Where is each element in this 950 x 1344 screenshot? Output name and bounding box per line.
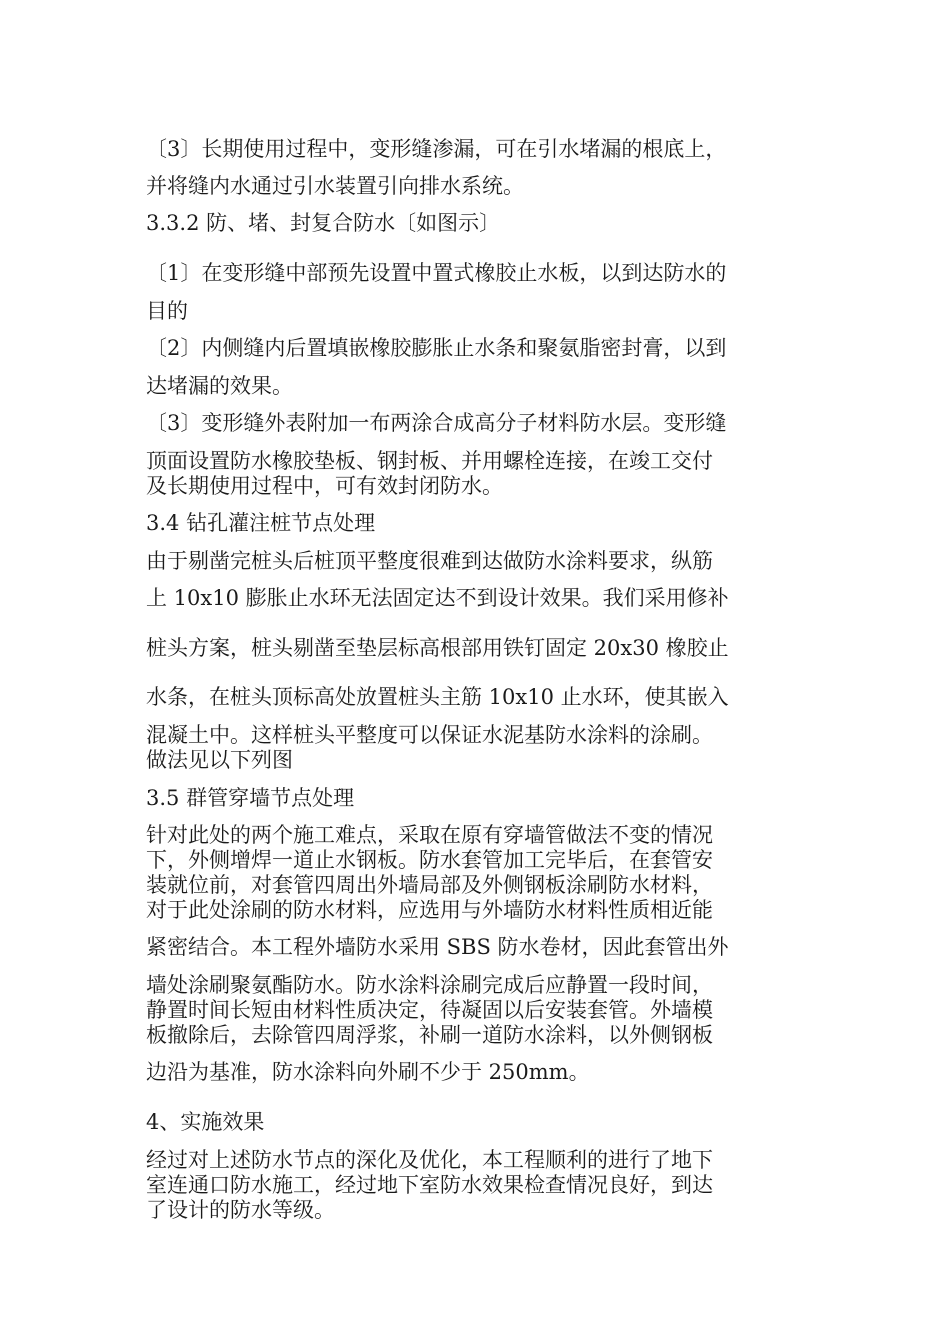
text-line: 了设计的防水等级。	[146, 1198, 335, 1222]
text-line: 装就位前，对套管四周出外墙局部及外侧钢板涂刷防水材料，	[146, 873, 713, 897]
text-line: 边沿为基准，防水涂料向外刷不少于 250mm。	[146, 1060, 590, 1084]
text-line: 〔1〕在变形缝中部预先设置中置式橡胶止水板，以到达防水的	[146, 261, 727, 285]
text-line: 由于剔凿完桩头后桩顶平整度很难到达做防水涂料要求，纵筋	[146, 549, 713, 573]
text-line: 经过对上述防水节点的深化及优化，本工程顺利的进行了地下	[146, 1148, 713, 1172]
text-line: 〔3〕长期使用过程中，变形缝渗漏，可在引水堵漏的根底上，	[146, 137, 727, 161]
text-line: 做法见以下列图	[146, 748, 293, 772]
text-line: 〔2〕内侧缝内后置填嵌橡胶膨胀止水条和聚氨脂密封膏，以到	[146, 336, 727, 360]
section-heading: 3.3.2 防、堵、封复合防水〔如图示〕	[146, 211, 501, 235]
text-line: 板撤除后，去除管四周浮浆，补刷一道防水涂料，以外侧钢板	[146, 1023, 713, 1047]
text-line: 紧密结合。本工程外墙防水采用 SBS 防水卷材，因此套管出外	[146, 935, 729, 959]
text-line: 并将缝内水通过引水装置引向排水系统。	[146, 174, 524, 198]
text-line: 墙处涂刷聚氨酯防水。防水涂料涂刷完成后应静置一段时间，	[146, 973, 713, 997]
text-line: 下，外侧增焊一道止水钢板。防水套管加工完毕后，在套管安	[146, 848, 713, 872]
text-line: 混凝土中。这样桩头平整度可以保证水泥基防水涂料的涂刷。	[146, 723, 713, 747]
section-heading: 3.4 钻孔灌注桩节点处理	[146, 511, 376, 535]
text-line: 针对此处的两个施工难点，采取在原有穿墙管做法不变的情况	[146, 823, 713, 847]
text-line: 对于此处涂刷的防水材料，应选用与外墙防水材料性质相近能	[146, 898, 713, 922]
text-line: 上 10x10 膨胀止水环无法固定达不到设计效果。我们采用修补	[146, 586, 729, 610]
section-heading: 4、实施效果	[146, 1110, 265, 1134]
text-line: 〔3〕变形缝外表附加一布两涂合成高分子材料防水层。变形缝	[146, 411, 727, 435]
text-line: 水条，在桩头顶标高处放置桩头主筋 10x10 止水环，使其嵌入	[146, 685, 729, 709]
section-heading: 3.5 群管穿墙节点处理	[146, 786, 355, 810]
text-line: 顶面设置防水橡胶垫板、钢封板、并用螺栓连接，在竣工交付	[146, 449, 713, 473]
text-line: 静置时间长短由材料性质决定，待凝固以后安装套管。外墙模	[146, 998, 713, 1022]
text-line: 室连通口防水施工，经过地下室防水效果检查情况良好，到达	[146, 1173, 713, 1197]
text-line: 达堵漏的效果。	[146, 374, 293, 398]
text-line: 及长期使用过程中，可有效封闭防水。	[146, 474, 503, 498]
text-line: 桩头方案，桩头剔凿至垫层标高根部用铁钉固定 20x30 橡胶止	[146, 636, 729, 660]
text-line: 目的	[146, 299, 188, 323]
